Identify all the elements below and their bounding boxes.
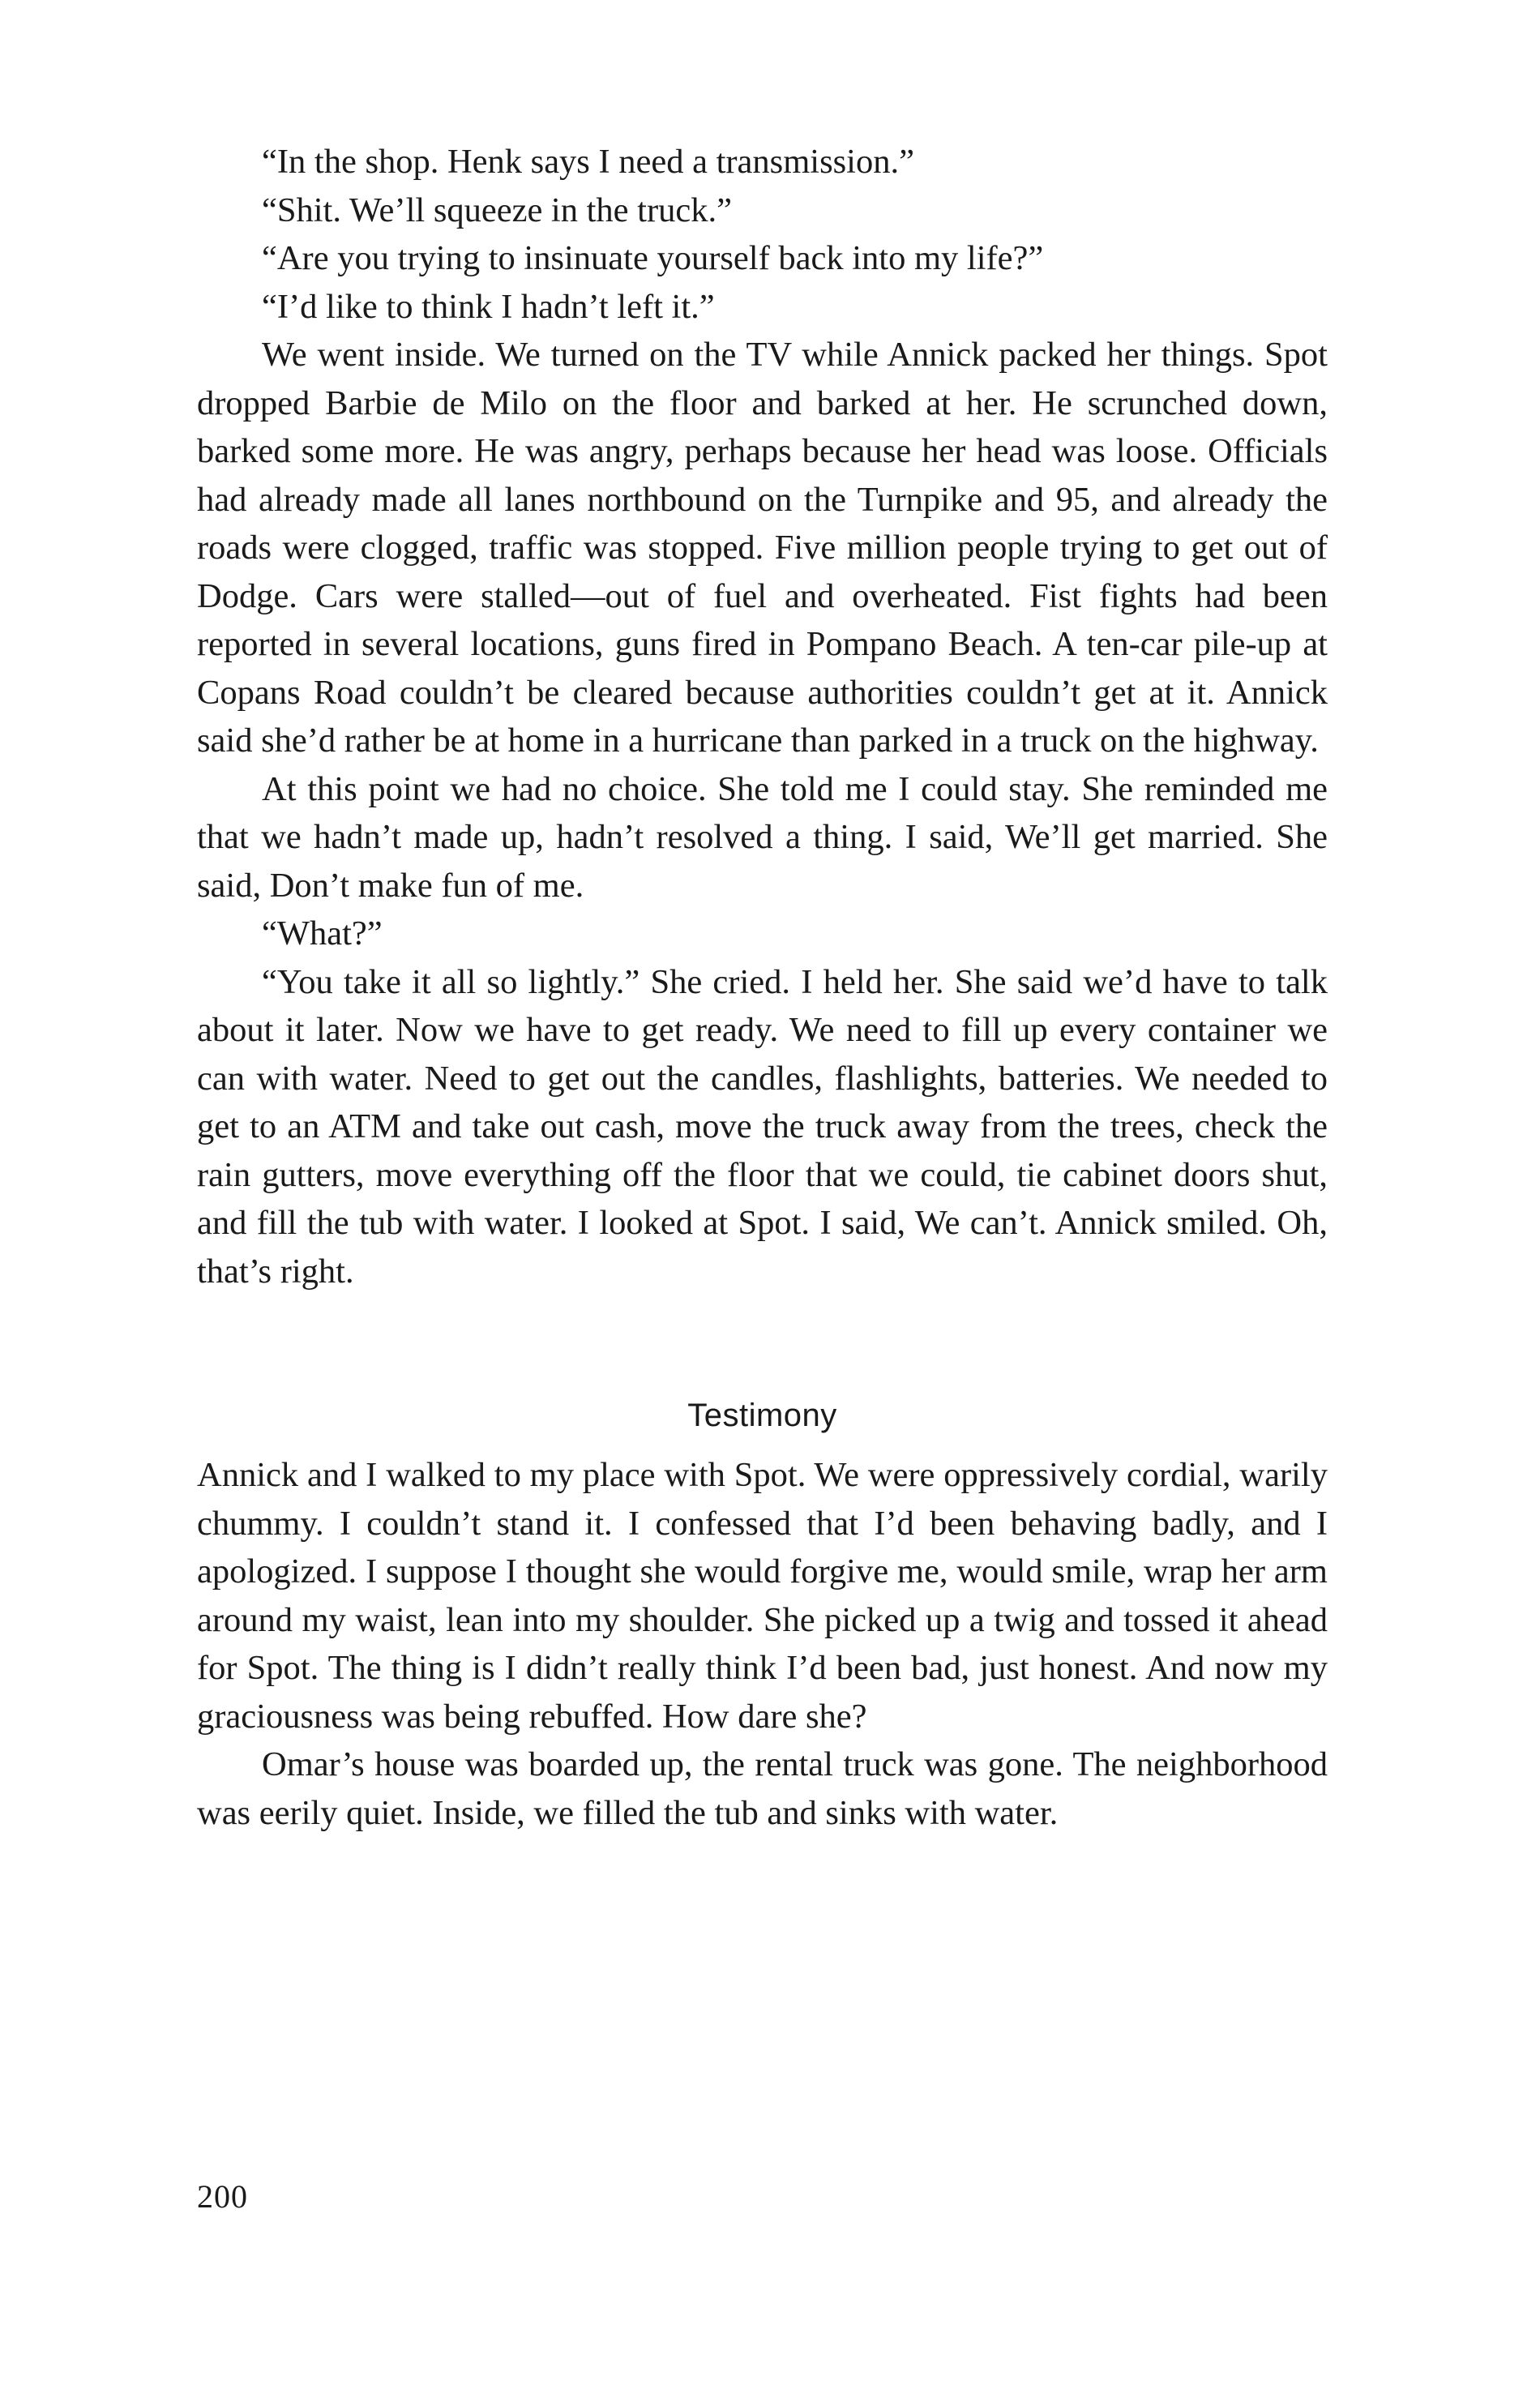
section-spacer <box>197 1295 1328 1392</box>
dialogue-line: “Shit. We’ll squeeze in the truck.” <box>262 191 732 229</box>
body-paragraph: At this point we had no choice. She told me I could stay. She reminded me that we hadn’t made up, hadn’t resolved a thing. I said, We’ll get married. She said, Don’t make fun of me. <box>197 769 1328 905</box>
dialogue-line: “I’d like to think I hadn’t left it.” <box>262 287 715 326</box>
dialogue-line: “What?” <box>262 914 383 953</box>
body-paragraph: “You take it all so lightly.” She cried. I held her. She said we’d have to talk about it later. Now we have to get ready. We need to fill up every container we can with water. Need to get out the candles, flashlights, batteries. We needed to get to an ATM and take out cash, move the truck away from the trees, check the rain gutters, move everything off the floor that we could, tie cabinet doors shut, and fill the tub with water. I looked at Spot. I said, We can’t. Annick smiled. Oh, that’s right. <box>197 962 1328 1291</box>
body-paragraph: Omar’s house was boarded up, the rental truck was gone. The neighborhood was eerily quiet. Inside, we filled the tub and sinks with water. <box>197 1745 1328 1832</box>
page-number: 200 <box>197 2178 248 2215</box>
page-body <box>197 138 1328 1837</box>
body-paragraph: Annick and I walked to my place with Spot. We were oppressively cordial, warily chummy. I couldn’t stand it. I confessed that I’d been behaving badly, and I apologized. I suppose I thought she would forgive me, would smile, wrap her arm around my waist, lean into my shoulder. She picked up a twig and tossed it ahead for Spot. The thing is I didn’t really think I’d been bad, just honest. And now my graciousness was being rebuffed. How dare she? <box>197 1456 1328 1736</box>
heading-spacer <box>197 1440 1328 1451</box>
dialogue-line: “Are you trying to insinuate yourself back into my life?” <box>262 239 1044 277</box>
body-paragraph: We went inside. We turned on the TV while Annick packed her things. Spot dropped Barbie de Milo on the floor and barked at her. He scrunched down, barked some more. He was angry, perhaps because her head was loose. Officials had already made all lanes northbound on the Turnpike and 95, and already the roads were clogged, traffic was stopped. Five million people trying to get out of Dodge. Cars were stalled—out of fuel and overheated. Fist fights had been reported in several locations, guns fired in Pompano Beach. A ten-car pile-up at Copans Road couldn’t be cleared because authorities couldn’t get at it. Annick said she’d rather be at home in a hurricane than parked in a truck on the highway. <box>197 336 1328 760</box>
dialogue-line: “In the shop. Henk says I need a transmission.” <box>262 143 914 181</box>
section-heading: Testimony <box>687 1398 837 1433</box>
